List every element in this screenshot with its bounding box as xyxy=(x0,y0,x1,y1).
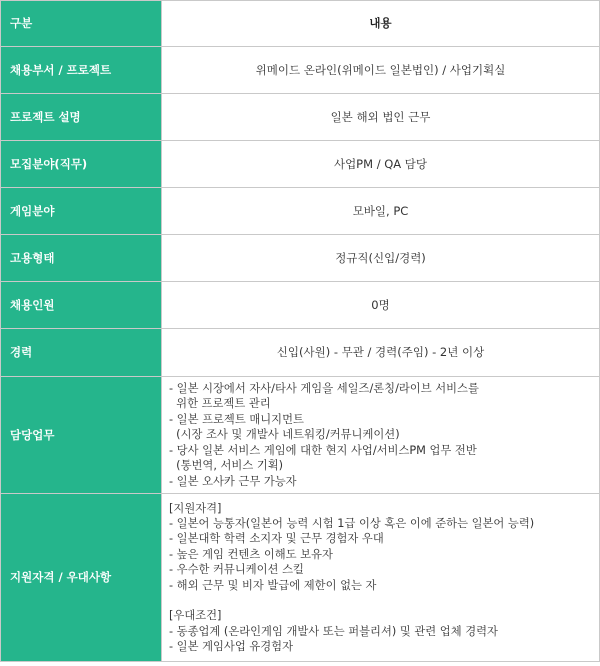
table-row xyxy=(1,329,600,377)
qualifications-list xyxy=(162,494,600,662)
row-label-game-field: 게임분야 xyxy=(1,188,162,235)
row-label-project: 프로젝트 설명 xyxy=(1,94,162,141)
table-row xyxy=(1,235,600,282)
section-gap xyxy=(169,593,593,608)
row-value-game-field: 모바일, PC xyxy=(162,188,600,235)
duties-line: (시장 조사 및 개발사 네트워킹/커뮤니케이션) xyxy=(169,428,400,442)
duties-list xyxy=(162,377,600,494)
row-label-experience: 경력 xyxy=(1,329,162,377)
row-label-employment-type: 고용형태 xyxy=(1,235,162,282)
duties-line: (통번역, 서비스 기획) xyxy=(169,459,284,473)
required-line: - 일본어 능통자(일본어 능력 시험 1급 이상 혹은 이에 준하는 일본어 능력) xyxy=(169,517,535,531)
header-label: 구분 xyxy=(1,1,162,47)
row-label-role: 모집분야(직무) xyxy=(1,141,162,188)
table-row-duties xyxy=(1,377,600,494)
row-value-role: 사업PM / QA 담당 xyxy=(162,141,600,188)
duties-line: - 당사 일본 서비스 게임에 대한 현지 사업/서비스PM 업무 전반 xyxy=(169,443,477,457)
table-row xyxy=(1,282,600,329)
table-row-qualifications xyxy=(1,494,600,662)
row-value-department: 위메이드 온라인(위메이드 일본법인) / 사업기획실 xyxy=(162,47,600,94)
row-value-project: 일본 해외 법인 근무 xyxy=(162,94,600,141)
table-row xyxy=(1,94,600,141)
required-line: - 높은 게임 컨텐츠 이해도 보유자 xyxy=(169,547,333,561)
table-row-header xyxy=(1,1,600,47)
row-label-qualifications: 지원자격 / 우대사항 xyxy=(1,494,162,662)
duties-line: - 일본 시장에서 자사/타사 게임을 세일즈/론칭/라이브 서비스를 xyxy=(169,382,479,396)
duties-line: - 일본 오사카 근무 가능자 xyxy=(169,474,297,488)
duties-line: - 일본 프로젝트 매니지먼트 xyxy=(169,412,304,426)
row-value-employment-type: 정규직(신입/경력) xyxy=(162,235,600,282)
preferred-title: [우대조건] xyxy=(169,609,222,623)
row-value-experience: 신입(사원) - 무관 / 경력(주임) - 2년 이상 xyxy=(162,329,600,377)
row-label-department: 채용부서 / 프로젝트 xyxy=(1,47,162,94)
required-line: - 해외 근무 및 비자 발급에 제한이 없는 자 xyxy=(169,578,377,592)
required-line: - 일본대학 학력 소지자 및 근무 경험자 우대 xyxy=(169,532,384,546)
row-value-headcount: 0명 xyxy=(162,282,600,329)
header-value: 내용 xyxy=(162,1,600,47)
preferred-line: - 동종업계 (온라인게임 개발사 또는 퍼블리셔) 및 관련 업체 경력자 xyxy=(169,624,498,638)
table-row xyxy=(1,141,600,188)
row-label-duties: 담당업무 xyxy=(1,377,162,494)
required-line: - 우수한 커뮤니케이션 스킬 xyxy=(169,563,304,577)
preferred-line: - 일본 게임사업 유경험자 xyxy=(169,639,293,653)
duties-line: 위한 프로젝트 관리 xyxy=(169,397,271,411)
table-row xyxy=(1,47,600,94)
table-row xyxy=(1,188,600,235)
required-title: [지원자격] xyxy=(169,501,222,515)
row-label-headcount: 채용인원 xyxy=(1,282,162,329)
